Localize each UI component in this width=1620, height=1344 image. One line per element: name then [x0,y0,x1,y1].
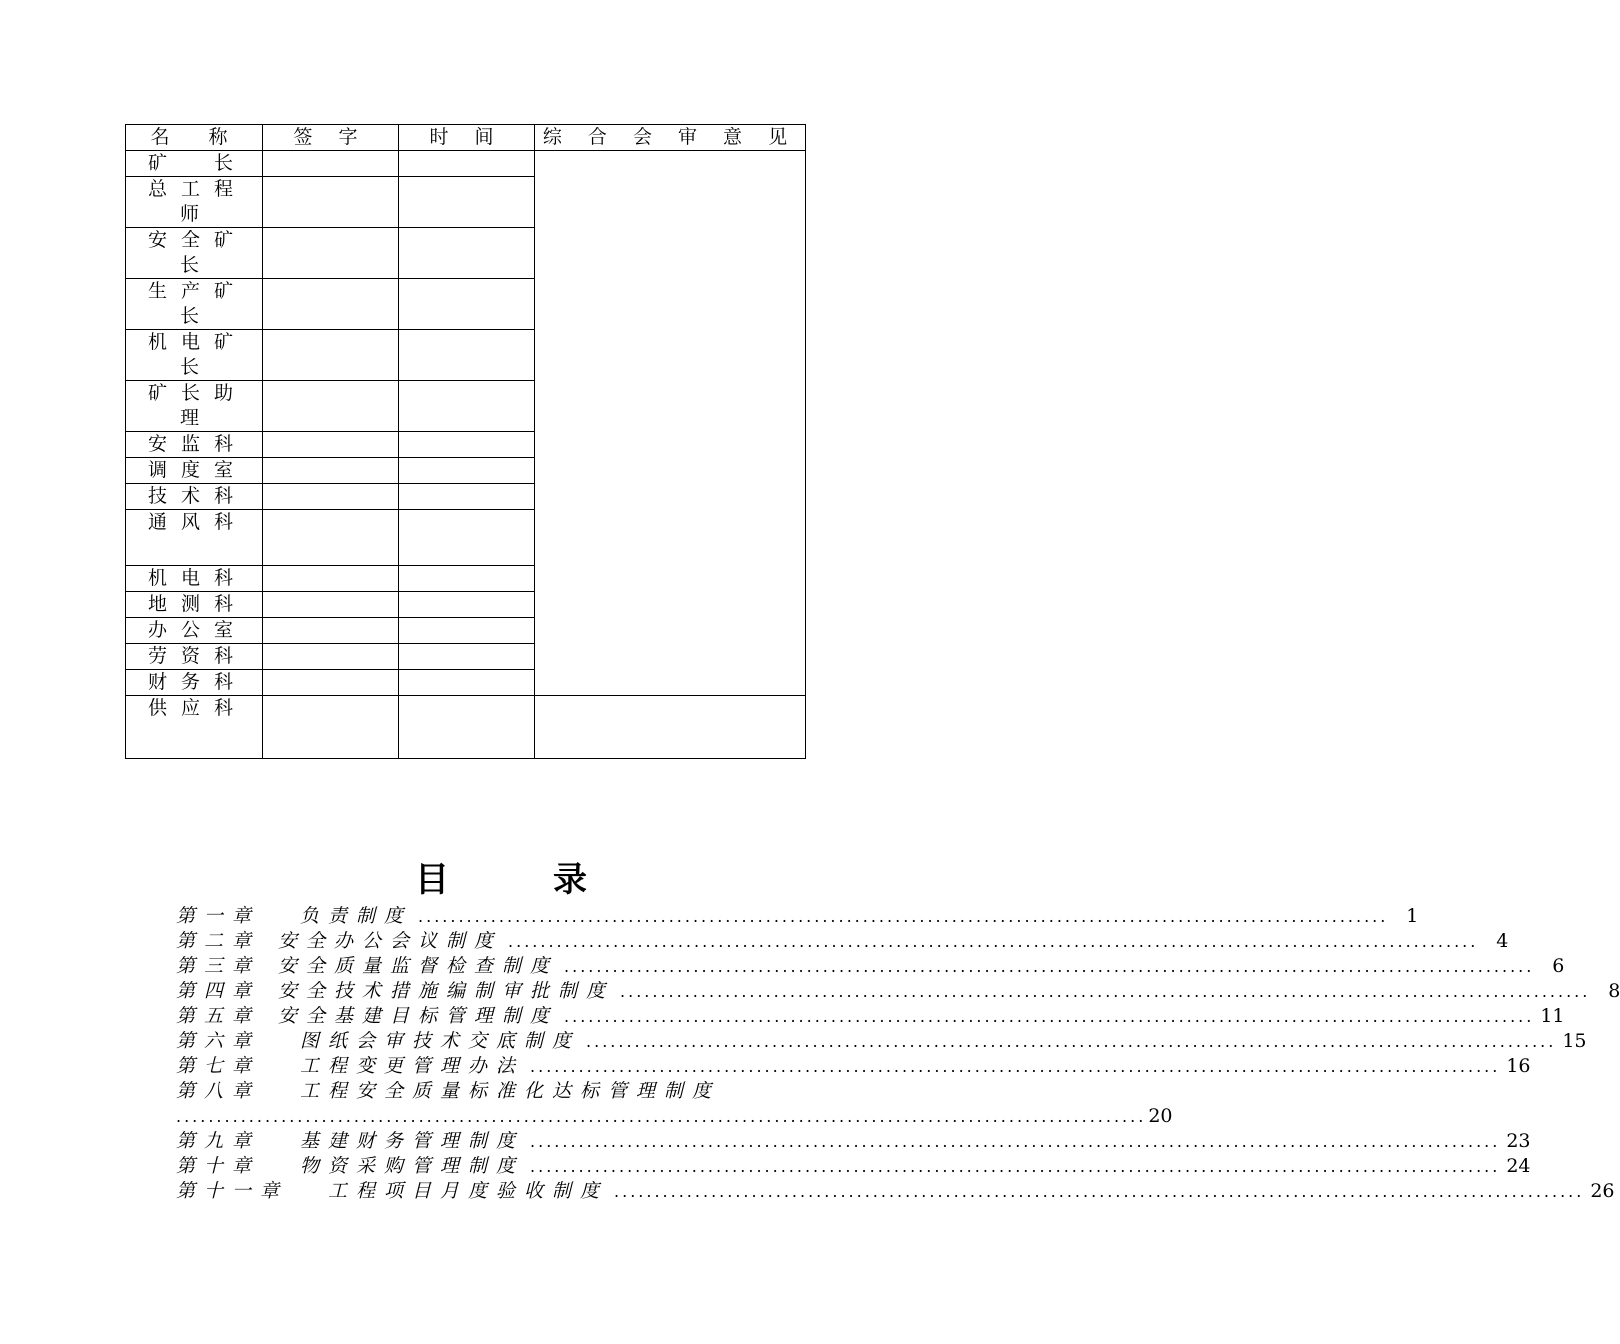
toc-entry[interactable] [176,1154,1531,1179]
table-row [126,151,806,177]
time-cell[interactable] [399,381,535,432]
header-time: 时 间 [399,125,535,151]
toc-entry[interactable] [176,904,1419,929]
toc-leader-dots: ........................................................................................................................ [530,1157,1501,1176]
signature-cell[interactable] [263,458,399,484]
toc-title-text: 工程项目月度验收制度 [328,1180,609,1202]
toc-chapter: 第十一章 [176,1180,289,1202]
time-cell[interactable] [399,592,535,618]
signature-cell[interactable] [263,177,399,228]
row-name: 供应科 [126,696,263,759]
signature-cell[interactable] [263,381,399,432]
toc-title: 目 录 [415,860,587,900]
time-cell[interactable] [399,432,535,458]
toc-leader-dots: ........................................................................................................................ [586,1032,1557,1051]
row-name: 地测科 [126,592,263,618]
row-name: 机电科 [126,566,263,592]
row-name: 劳资科 [126,644,263,670]
toc-leader-dots: ........................................................................................................................ [530,1132,1501,1151]
toc-page-number: 4 [1496,930,1509,952]
signature-cell[interactable] [263,644,399,670]
toc-title-text: 工程变更管理办法 [300,1055,525,1077]
time-cell[interactable] [399,696,535,759]
row-name: 安全矿 长 [126,228,263,279]
toc-page-number: 1 [1406,905,1419,927]
time-cell[interactable] [399,228,535,279]
signature-cell[interactable] [263,228,399,279]
sign-off-table [125,124,806,759]
toc-page-number: 23 [1506,1130,1531,1152]
signature-cell[interactable] [263,330,399,381]
time-cell[interactable] [399,618,535,644]
toc-chapter: 第一章 [176,905,261,927]
opinion-cell[interactable] [535,696,806,759]
row-name: 矿长助 理 [126,381,263,432]
signature-cell[interactable] [263,670,399,696]
toc-chapter: 第三章 [176,955,261,977]
signature-cell[interactable] [263,592,399,618]
toc-entry[interactable] [176,1079,826,1104]
row-name: 矿 长 [126,151,263,177]
toc-chapter: 第八章 [176,1080,261,1102]
signature-cell[interactable] [263,618,399,644]
table-row [126,696,806,759]
row-name: 技术科 [126,484,263,510]
toc-chapter: 第七章 [176,1055,261,1077]
time-cell[interactable] [399,566,535,592]
row-name: 财务科 [126,670,263,696]
toc-title-text: 物资采购管理制度 [300,1155,525,1177]
time-cell[interactable] [399,330,535,381]
toc-page-number: 24 [1506,1155,1531,1177]
row-name: 机电矿 长 [126,330,263,381]
time-cell[interactable] [399,279,535,330]
toc-title-text: 图纸会审技术交底制度 [300,1030,581,1052]
toc-title-text: 工程安全质量标准化达标管理制度 [300,1080,721,1102]
time-cell[interactable] [399,510,535,566]
toc-leader-dots: ........................................................................................................................ [530,1057,1501,1076]
toc-leader-dots: ........................................................................................................................ [418,907,1389,926]
toc-page-number: 15 [1562,1030,1587,1052]
toc-chapter: 第十章 [176,1155,261,1177]
toc-page-number: 6 [1552,955,1565,977]
time-cell[interactable] [399,670,535,696]
time-cell[interactable] [399,151,535,177]
row-name: 办公室 [126,618,263,644]
header-opinion: 综 合 会 审 意 见 [535,125,806,151]
toc-leader-dots: ........................................................................................................................ [508,932,1479,951]
row-name: 生产矿 长 [126,279,263,330]
time-cell[interactable] [399,484,535,510]
toc-entry[interactable] [176,1179,1615,1204]
toc-leader-dots: ........................................................................................................................ [564,1007,1535,1026]
signature-cell[interactable] [263,696,399,759]
row-name: 安监科 [126,432,263,458]
toc-leader-dots: ........................................................................................................................ [614,1182,1585,1201]
signature-cell[interactable] [263,484,399,510]
signature-cell[interactable] [263,510,399,566]
toc-chapter: 第九章 [176,1130,261,1152]
toc-entry[interactable] [176,1054,1531,1079]
toc-entries [176,904,1620,1204]
toc-title-text: 安全基建目标管理制度 [278,1005,559,1027]
table-of-contents [176,858,1620,1204]
toc-title-text: 基建财务管理制度 [300,1130,525,1152]
toc-chapter: 第四章 [176,980,261,1002]
toc-page-number: 26 [1590,1180,1615,1202]
toc-entry[interactable] [176,954,1565,979]
time-cell[interactable] [399,458,535,484]
toc-entry[interactable] [176,1029,1587,1054]
toc-title-text: 安全技术措施编制审批制度 [278,980,615,1002]
toc-page-number: 16 [1506,1055,1531,1077]
signature-cell[interactable] [263,432,399,458]
toc-page-number: 8 [1608,980,1620,1002]
opinion-cell[interactable] [535,151,806,696]
toc-entry[interactable] [176,1004,1565,1029]
header-name: 名 称 [126,125,263,151]
time-cell[interactable] [399,644,535,670]
toc-page-number: 20 [1148,1105,1173,1127]
toc-title-text: 安全质量监督检查制度 [278,955,559,977]
time-cell[interactable] [399,177,535,228]
toc-chapter: 第五章 [176,1005,261,1027]
toc-entry-continued[interactable] [176,1104,1173,1129]
header-signature: 签 字 [263,125,399,151]
toc-chapter: 第六章 [176,1030,261,1052]
row-name: 调度室 [126,458,263,484]
signature-cell[interactable] [263,279,399,330]
toc-page-number: 11 [1540,1005,1565,1027]
signature-cell[interactable] [263,151,399,177]
toc-leader-dots: ........................................................................................................................ [620,982,1591,1001]
row-name: 通风科 [126,510,263,566]
toc-leader-dots: ........................................................................................................................ [564,957,1535,976]
signature-cell[interactable] [263,566,399,592]
toc-entry[interactable] [176,1129,1531,1154]
toc-title-text: 负责制度 [300,905,413,927]
toc-title-text: 安全办公会议制度 [278,930,503,952]
toc-chapter: 第二章 [176,930,261,952]
table-header-row [126,125,806,151]
toc-entry[interactable] [176,929,1509,954]
toc-entry[interactable] [176,979,1620,1004]
toc-leader-dots: ........................................................................................................................ [176,1107,1147,1126]
row-name: 总工程 师 [126,177,263,228]
